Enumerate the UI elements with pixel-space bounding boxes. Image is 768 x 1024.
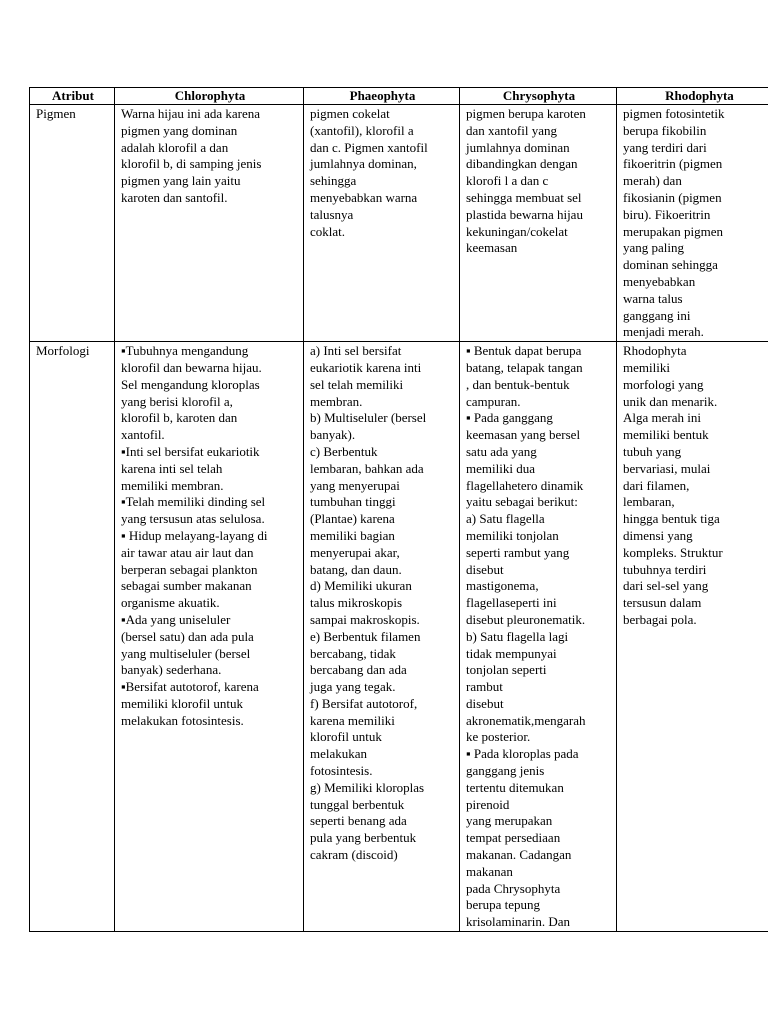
cell-line: merah) dan xyxy=(623,173,682,189)
table-row-pigmen xyxy=(30,105,768,342)
cell-line: satu ada yang xyxy=(466,443,537,459)
cell-line: sehingga xyxy=(310,173,357,189)
cell-line: klorofil b, di samping jenis xyxy=(121,156,262,172)
cell-line: melakukan xyxy=(310,746,368,762)
cell-line: ganggang jenis xyxy=(466,763,545,779)
cell-line: g) Memiliki kloroplas xyxy=(310,779,425,795)
cell-line: karoten dan santofil. xyxy=(121,189,228,205)
cell-line: (xantofil), klorofil a xyxy=(310,122,414,138)
cell-line: a) Satu flagella xyxy=(466,511,545,527)
cell-line: memiliki membran. xyxy=(121,477,224,493)
cell-line: cakram (discoid) xyxy=(310,847,398,863)
cell-line: coklat. xyxy=(310,223,346,239)
cell-line: klorofil untuk xyxy=(310,729,382,745)
cell-line: Rhodophyta xyxy=(623,343,687,359)
cell-line: menyerupai akar, xyxy=(310,544,400,560)
cell-line: (bersel satu) dan ada pula xyxy=(121,628,254,644)
header-chrysophyta: Chrysophyta xyxy=(460,88,617,105)
cell-line: yaitu sebagai berikut: xyxy=(466,494,578,510)
cell-line: dan xantofil yang xyxy=(466,122,557,138)
cell-line: ▪ Bentuk dapat berupa xyxy=(466,343,582,359)
cell-morfologi-rhodophyta xyxy=(617,342,768,932)
cell-line: karena memiliki xyxy=(310,712,395,728)
cell-line: bercabang dan ada xyxy=(310,662,407,678)
cell-line: tumbuhan tinggi xyxy=(310,494,396,510)
cell-pigmen-chlorophyta xyxy=(115,105,304,342)
cell-line: c) Berbentuk xyxy=(310,443,378,459)
cell-line: dominan sehingga xyxy=(623,257,718,273)
cell-line: talusnya xyxy=(310,206,354,222)
cell-line: klorofil b, karoten dan xyxy=(121,410,238,426)
cell-line: berbagai pola. xyxy=(623,611,697,627)
cell-line: sebagai sumber makanan xyxy=(121,578,252,594)
cell-line: pada Chrysophyta xyxy=(466,880,561,896)
cell-pigmen-phaeophyta xyxy=(304,105,460,342)
cell-line: pigmen fotosintetik xyxy=(623,106,725,121)
cell-line: dari sel-sel yang xyxy=(623,578,709,594)
cell-line: dimensi yang xyxy=(623,527,693,543)
cell-line: karena inti sel telah xyxy=(121,460,223,476)
cell-line: kompleks. Struktur xyxy=(623,544,723,560)
cell-line: mastigonema, xyxy=(466,578,539,594)
cell-line: ▪ Pada ganggang xyxy=(466,410,553,426)
cell-line: yang multiseluler (bersel xyxy=(121,645,251,661)
cell-line: memiliki dua xyxy=(466,460,535,476)
cell-line: juga yang tegak. xyxy=(310,679,396,695)
cell-line: klorofil dan bewarna hijau. xyxy=(121,359,262,375)
cell-line: dan c. Pigmen xantofil xyxy=(310,139,428,155)
cell-line: menyebabkan xyxy=(623,273,696,289)
cell-line: eukariotik karena inti xyxy=(310,359,422,375)
cell-line: makanan. Cadangan xyxy=(466,847,572,863)
cell-line: batang, dan daun. xyxy=(310,561,402,577)
cell-line: keemasan yang bersel xyxy=(466,427,581,443)
cell-line: klorofi l a dan c xyxy=(466,173,549,189)
cell-line: memiliki tonjolan xyxy=(466,527,559,543)
cell-line: batang, telapak tangan xyxy=(466,359,583,375)
cell-line: akronematik,mengarah xyxy=(466,712,586,728)
cell-line: , dan bentuk-bentuk xyxy=(466,376,570,392)
cell-line: xantofil. xyxy=(121,427,165,443)
cell-line: banyak) sederhana. xyxy=(121,662,222,678)
cell-line: dari filamen, xyxy=(623,477,690,493)
cell-line: plastida bewarna hijau xyxy=(466,206,583,222)
cell-line: membran. xyxy=(310,393,363,409)
cell-line: b) Multiseluler (bersel xyxy=(310,410,427,426)
cell-line: morfologi yang xyxy=(623,376,704,392)
cell-line: tubuh yang xyxy=(623,443,682,459)
cell-line: ▪Tubuhnya mengandung xyxy=(121,343,249,359)
cell-line: biru). Fikoeritrin xyxy=(623,206,711,222)
cell-line: Sel mengandung kloroplas xyxy=(121,376,260,392)
cell-line: yang terdiri dari xyxy=(623,139,707,155)
cell-line: ganggang ini xyxy=(623,307,691,323)
cell-line: flagellaseperti ini xyxy=(466,595,557,611)
cell-line: adalah klorofil a dan xyxy=(121,139,229,155)
cell-line: merupakan pigmen xyxy=(623,223,723,239)
row-label-pigmen: Pigmen xyxy=(30,105,115,342)
cell-line: bercabang, tidak xyxy=(310,645,396,661)
cell-line: banyak). xyxy=(310,427,356,443)
cell-line: seperti benang ada xyxy=(310,813,407,829)
cell-line: berupa tepung xyxy=(466,897,541,913)
header-phaeophyta: Phaeophyta xyxy=(304,88,460,105)
cell-line: hingga bentuk tiga xyxy=(623,511,720,527)
cell-line: sel telah memiliki xyxy=(310,376,404,392)
cell-line: memiliki bentuk xyxy=(623,427,709,443)
cell-line: ▪Inti sel bersifat eukariotik xyxy=(121,443,260,459)
cell-line: ▪ Hidup melayang-layang di xyxy=(121,527,268,543)
cell-line: yang berisi klorofil a, xyxy=(121,393,233,409)
cell-line: ke posterior. xyxy=(466,729,531,745)
cell-line: yang merupakan xyxy=(466,813,553,829)
cell-line: menjadi merah. xyxy=(623,324,704,340)
cell-line: warna talus xyxy=(623,290,683,306)
cell-line: a) Inti sel bersifat xyxy=(310,343,402,359)
row-label-morfologi: Morfologi xyxy=(30,342,115,932)
header-rhodophyta: Rhodophyta xyxy=(617,88,768,105)
cell-line: unik dan menarik. xyxy=(623,393,718,409)
cell-line: berupa fikobilin xyxy=(623,122,707,138)
table-row-morfologi xyxy=(30,342,768,932)
comparison-table xyxy=(29,87,768,932)
cell-line: yang menyerupai xyxy=(310,477,400,493)
cell-line: lembaran, bahkan ada xyxy=(310,460,424,476)
cell-line: pula yang berbentuk xyxy=(310,830,417,846)
cell-line: campuran. xyxy=(466,393,521,409)
cell-line: pigmen berupa karoten xyxy=(466,106,586,121)
cell-line: menyebabkan warna xyxy=(310,189,418,205)
cell-line: fotosintesis. xyxy=(310,763,373,779)
cell-line: berperan sebagai plankton xyxy=(121,561,258,577)
cell-line: fikoeritrin (pigmen xyxy=(623,156,723,172)
header-atribut: Atribut xyxy=(30,88,115,105)
cell-line: ▪Ada yang uniseluler xyxy=(121,611,231,627)
cell-line: flagellahetero dinamik xyxy=(466,477,584,493)
cell-line: disebut xyxy=(466,561,504,577)
cell-line: sampai makroskopis. xyxy=(310,611,420,627)
cell-line: tidak mempunyai xyxy=(466,645,557,661)
cell-line: b) Satu flagella lagi xyxy=(466,628,569,644)
cell-line: ▪ Pada kloroplas pada xyxy=(466,746,579,762)
cell-line: d) Memiliki ukuran xyxy=(310,578,412,594)
cell-line: fikosianin (pigmen xyxy=(623,189,722,205)
cell-line: jumlahnya dominan, xyxy=(310,156,417,172)
header-row xyxy=(30,88,768,105)
cell-line: tersusun dalam xyxy=(623,595,702,611)
cell-line: kekuningan/cokelat xyxy=(466,223,568,239)
cell-line: pigmen cokelat xyxy=(310,106,390,121)
cell-line: bervariasi, mulai xyxy=(623,460,711,476)
cell-line: ▪Bersifat autotorof, karena xyxy=(121,679,259,695)
cell-line: tubuhnya terdiri xyxy=(623,561,707,577)
cell-line: seperti rambut yang xyxy=(466,544,570,560)
cell-line: rambut xyxy=(466,679,503,695)
cell-line: disebut pleuronematik. xyxy=(466,611,586,627)
cell-morfologi-chrysophyta xyxy=(460,342,617,932)
cell-line: krisolaminarin. Dan xyxy=(466,914,570,930)
cell-pigmen-rhodophyta xyxy=(617,105,768,342)
cell-line: pigmen yang lain yaitu xyxy=(121,173,241,189)
cell-line: makanan xyxy=(466,863,513,879)
cell-line: (Plantae) karena xyxy=(310,511,395,527)
cell-line: melakukan fotosintesis. xyxy=(121,712,244,728)
cell-line: sehingga membuat sel xyxy=(466,189,582,205)
cell-line: memiliki bagian xyxy=(310,527,395,543)
cell-line: pirenoid xyxy=(466,796,510,812)
cell-line: memiliki klorofil untuk xyxy=(121,695,244,711)
cell-line: lembaran, xyxy=(623,494,675,510)
cell-line: memiliki xyxy=(623,359,670,375)
cell-line: dibandingkan dengan xyxy=(466,156,578,172)
cell-line: e) Berbentuk filamen xyxy=(310,628,421,644)
cell-line: yang paling xyxy=(623,240,685,256)
cell-line: disebut xyxy=(466,695,504,711)
cell-line: pigmen yang dominan xyxy=(121,122,238,138)
cell-line: air tawar atau air laut dan xyxy=(121,544,254,560)
cell-line: keemasan xyxy=(466,240,518,256)
cell-line: Alga merah ini xyxy=(623,410,701,426)
cell-line: Warna hijau ini ada karena xyxy=(121,106,260,121)
header-chlorophyta: Chlorophyta xyxy=(115,88,304,105)
cell-line: jumlahnya dominan xyxy=(466,139,570,155)
cell-line: tonjolan seperti xyxy=(466,662,547,678)
cell-morfologi-chlorophyta xyxy=(115,342,304,932)
cell-line: tertentu ditemukan xyxy=(466,779,564,795)
cell-pigmen-chrysophyta xyxy=(460,105,617,342)
cell-line: ▪Telah memiliki dinding sel xyxy=(121,494,266,510)
cell-line: yang tersusun atas selulosa. xyxy=(121,511,265,527)
cell-morfologi-phaeophyta xyxy=(304,342,460,932)
cell-line: f) Bersifat autotorof, xyxy=(310,695,418,711)
cell-line: organisme akuatik. xyxy=(121,595,220,611)
cell-line: tunggal berbentuk xyxy=(310,796,405,812)
cell-line: tempat persediaan xyxy=(466,830,561,846)
cell-line: talus mikroskopis xyxy=(310,595,403,611)
